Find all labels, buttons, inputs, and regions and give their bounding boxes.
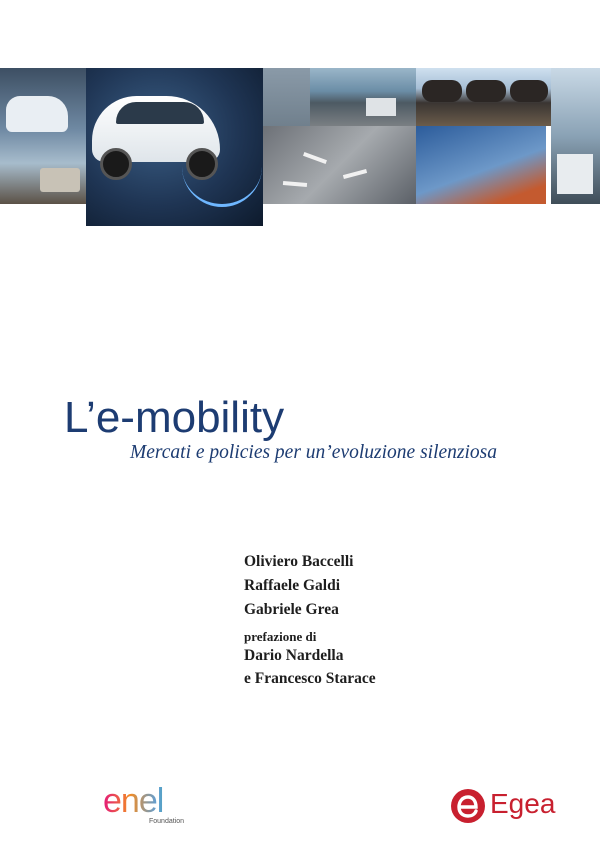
preface-label: prefazione di xyxy=(244,629,317,644)
plane-shape xyxy=(303,152,327,164)
photo-ev-charging-station xyxy=(0,68,86,204)
photo-container-port xyxy=(416,126,546,204)
prefacer-name: Dario Nardella xyxy=(244,647,344,664)
author-name: Oliviero Baccelli xyxy=(244,553,354,570)
lorry-shape xyxy=(557,154,593,194)
photo-highway xyxy=(310,68,416,126)
author-name: Gabriele Grea xyxy=(244,601,339,618)
author-list xyxy=(244,550,353,622)
photo-lorry xyxy=(551,68,600,204)
plane-shape xyxy=(283,181,307,187)
enel-wordmark: enel xyxy=(103,784,193,818)
van-shape xyxy=(40,168,80,192)
enel-foundation-label: Foundation xyxy=(149,818,185,825)
book-title: L’e-mobility xyxy=(64,393,285,442)
car-wheel xyxy=(100,148,132,180)
tanker-shape xyxy=(466,80,506,102)
egea-publisher-logo xyxy=(450,788,560,828)
charging-cable xyxy=(182,164,262,207)
tanker-shape xyxy=(510,80,548,102)
cover-photo-strip xyxy=(0,68,600,204)
egea-wordmark: Egea xyxy=(490,788,556,819)
book-subtitle: Mercati e policies per un’evoluzione silenziosa xyxy=(130,442,497,463)
photo-rail-tankers xyxy=(416,68,551,126)
egea-e-icon xyxy=(450,788,486,824)
electric-car-shape xyxy=(6,96,68,132)
author-name: Raffaele Galdi xyxy=(244,577,340,594)
tanker-shape xyxy=(422,80,462,102)
photo-electric-car-charging xyxy=(86,68,263,226)
prefacer-list xyxy=(244,644,376,690)
enel-foundation-logo xyxy=(103,784,193,828)
plane-shape xyxy=(343,169,367,179)
truck-shape xyxy=(366,98,396,116)
photo-airport xyxy=(263,126,416,204)
prefacer-name: e Francesco Starace xyxy=(244,670,376,687)
car-windshield xyxy=(116,102,204,124)
